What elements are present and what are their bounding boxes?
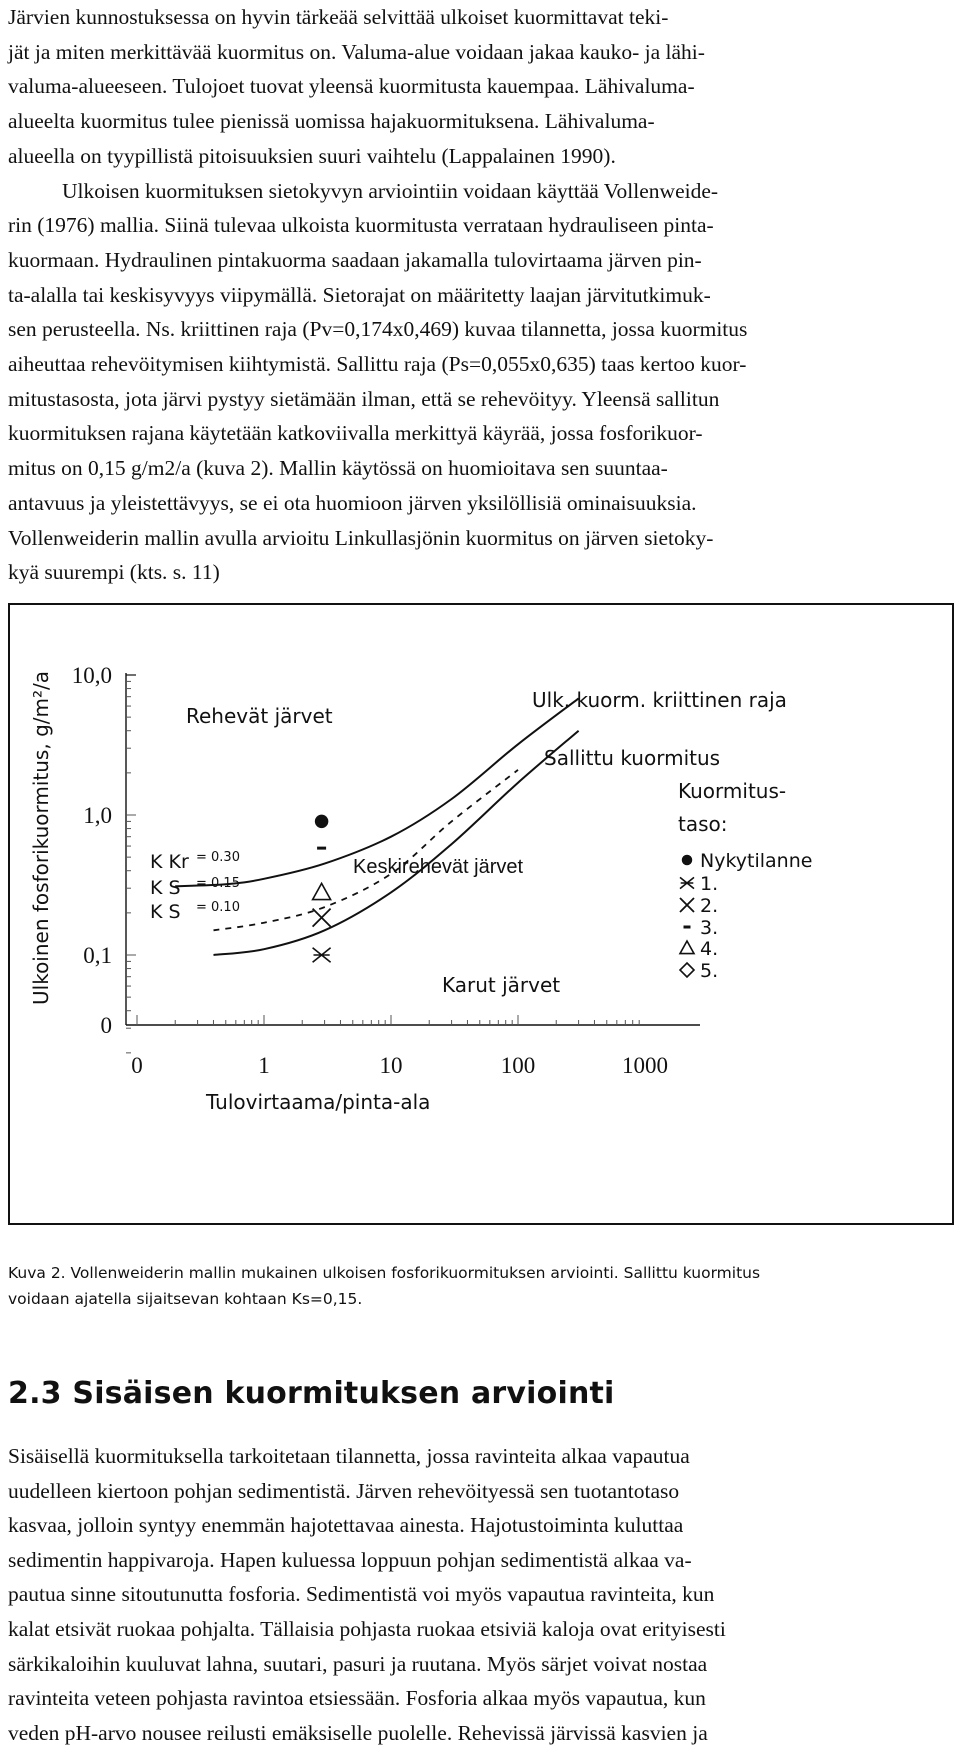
series-line: [214, 731, 579, 955]
x-tick-label: 0: [131, 1053, 143, 1078]
text-line: Sisäisellä kuormituksella tarkoitetaan tilannetta, jossa ravinteita alkaa vapautua: [8, 1444, 690, 1468]
text-line: kasvaa, jolloin syntyy enemmän hajotettavaa ainesta. Hajotustoiminta kuluttaa: [8, 1513, 684, 1538]
text-line: sedimentin happivaroja. Hapen kuluessa loppuun pohjan sedimentistä alkaa va-: [8, 1547, 692, 1572]
k-label-value: = 0.15: [196, 876, 240, 891]
text-line: Vollenweiderin mallin avulla arvioitu Linkullasjönin kuormitus on järven sietoky-: [8, 525, 714, 550]
legend-item-label: 5.: [700, 960, 719, 982]
text-line: uudelleen kiertoon pohjan sedimentistä. Järven rehevöityessä sen tuotantotaso: [8, 1478, 680, 1503]
y-tick-label: 0,1: [83, 943, 112, 968]
vollenweider-figure: [8, 603, 954, 1225]
legend-marker-triangle: [680, 941, 694, 954]
k-label-name: K S: [150, 901, 181, 923]
legend-item-label: Nykytilanne: [700, 850, 813, 872]
text-line: aiheuttaa rehevöitymisen kiihtymistä. Sallittu raja (Ps=0,055x0,635) taas kertoo kuor-: [8, 352, 747, 377]
vollenweider-chart: [10, 605, 956, 1227]
legend-marker-asterisk: [680, 877, 694, 888]
data-point-dot: [315, 815, 329, 829]
text-line: kalat etsivät ruokaa pohjalta. Tällaisia pohjasta ruokaa etsiviä kaloja ovat erityisesti: [8, 1616, 726, 1641]
text-line: kuormituksen rajana käytetään katkoviivalla merkittyä käyrää, jossa fosforikuor-: [8, 421, 703, 446]
text-line: Ulkoisen kuormituksen sietokyvyn arviointiin voidaan käyttää Vollenweide-: [62, 178, 719, 203]
legend-item-label: 3.: [700, 917, 719, 939]
k-label-name: K Kr: [150, 851, 189, 873]
text-line: sen perusteella. Ns. kriittinen raja (Pv=0,174x0,469) kuvaa tilannetta, jossa kuormitus: [8, 317, 748, 342]
legend-marker-dot: [682, 855, 693, 866]
line-label-allowed: Sallittu kuormitus: [544, 746, 721, 770]
region-label-mesotrophic: Keskirehevät järvet: [353, 856, 524, 878]
text-line: mitustasosta, jota järvi pystyy sietämään ilman, että se rehevöityy. Yleensä sallitun: [8, 386, 720, 411]
region-label-eutrophic: Rehevät järvet: [186, 704, 333, 728]
legend-marker-x: [680, 898, 694, 912]
text-line: rin (1976) mallia. Siinä tulevaa ulkoista kuormitusta verrataan hydrauliseen pinta-: [8, 213, 714, 238]
section-paragraph: [8, 1439, 954, 1750]
text-line: ravinteita veteen pohjasta ravintoa etsiessään. Fosforia alkaa myös vapautua, kun: [8, 1686, 706, 1711]
legend-item-label: 2.: [700, 895, 719, 917]
y-axis-label: Ulkoinen fosforikuormitus, g/m²/a: [29, 671, 53, 1005]
data-point-triangle: [313, 883, 331, 899]
text-line: pautua sinne sitoutunutta fosforia. Sedimentistä voi myös vapautua ravinteita, kun: [8, 1582, 715, 1607]
y-tick-label: 1,0: [83, 803, 112, 828]
series-line: [214, 770, 519, 930]
text-line: Järvien kunnostuksessa on hyvin tärkeää selvittää ulkoiset kuormittavat teki-: [8, 5, 669, 29]
text-line: särkikaloihin kuuluvat lahna, suutari, pasuri ja ruutana. Myös särjet voivat nostaa: [8, 1651, 708, 1676]
y-tick-label: 10,0: [71, 663, 112, 688]
k-label-value: = 0.10: [196, 900, 240, 915]
data-point-asterisk: [313, 948, 331, 962]
k-label-name: K S: [150, 877, 181, 899]
region-label-oligotrophic: Karut järvet: [442, 973, 561, 997]
text-line: kuormaan. Hydraulinen pintakuorma saadaan jakamalla tulovirtaama järven pin-: [8, 247, 702, 272]
caption-line: Kuva 2. Vollenweiderin mallin mukainen ulkoisen fosforikuormituksen arviointi. Sallittu kuormitus: [8, 1264, 761, 1282]
figure-caption: [8, 1260, 954, 1312]
text-line: ta-alalla tai keskisyvyys viipymällä. Sietorajat on määritetty laajan järvitutkimuk-: [8, 282, 711, 307]
section-heading: 2.3 Sisäisen kuormituksen arviointi: [8, 1376, 615, 1411]
line-label-critical: Ulk. kuorm. kriittinen raja: [532, 688, 787, 712]
intro-paragraph: [8, 0, 954, 590]
x-axis-label: Tulovirtaama/pinta-ala: [206, 1090, 431, 1114]
text-line: mitus on 0,15 g/m2/a (kuva 2). Mallin käytössä on huomioitava sen suuntaa-: [8, 456, 668, 481]
legend-marker-diamond: [680, 963, 694, 977]
text-line: alueelta kuormitus tulee pienissä uomissa hajakuormituksena. Lähivaluma-: [8, 109, 655, 134]
text-line: jät ja miten merkittävää kuormitus on. Valuma-alue voidaan jakaa kauko- ja lähi-: [8, 39, 705, 64]
text-line: valuma-alueeseen. Tulojoet tuovat yleensä kuormitusta kauempaa. Lähivaluma-: [8, 74, 695, 99]
caption-line: voidaan ajatella sijaitsevan kohtaan Ks=0,15.: [8, 1290, 363, 1308]
x-tick-label: 1: [258, 1053, 270, 1078]
x-tick-label: 1000: [622, 1053, 668, 1078]
text-line: veden pH-arvo nousee reilusti emäksiselle puolelle. Rehevissä järvissä kasvien ja: [8, 1720, 708, 1745]
text-line: kyä suurempi (kts. s. 11): [8, 560, 220, 585]
text-line: antavuus ja yleistettävyys, se ei ota huomioon järven yksilöllisiä ominaisuuksia.: [8, 490, 697, 515]
x-tick-label: 10: [379, 1053, 403, 1078]
text-line: alueella on tyypillistä pitoisuuksien suuri vaihtelu (Lappalainen 1990).: [8, 143, 616, 168]
legend-title: Kuormitus-: [678, 779, 787, 803]
x-tick-label: 100: [500, 1053, 536, 1078]
y-tick-label: 0: [100, 1013, 112, 1038]
legend-title: taso:: [678, 812, 728, 836]
legend-item-label: 4.: [700, 938, 719, 960]
legend-item-label: 1.: [700, 873, 719, 895]
data-point-x: [313, 909, 331, 927]
k-label-value: = 0.30: [196, 850, 240, 865]
